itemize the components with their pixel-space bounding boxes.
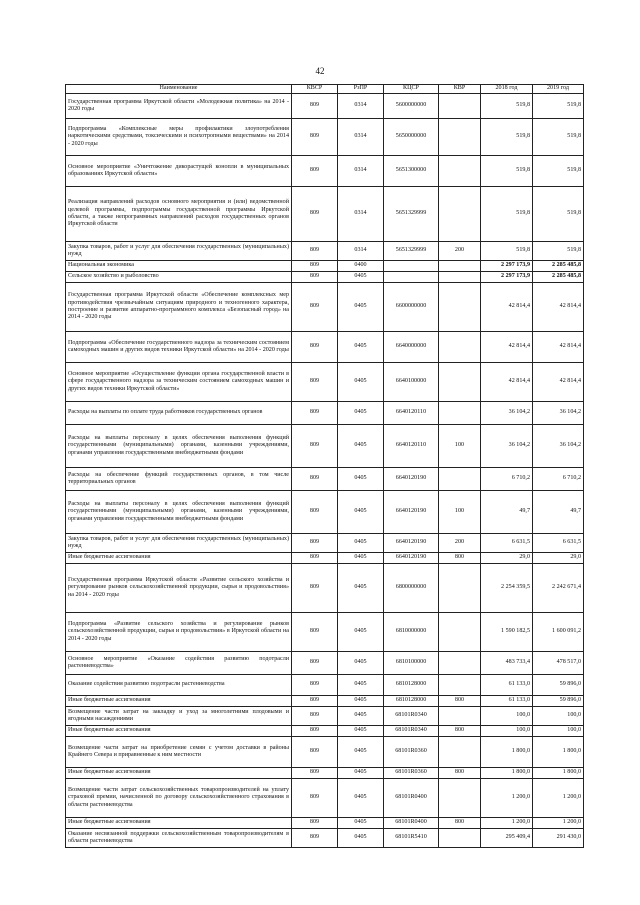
table-row <box>66 696 584 707</box>
cell-name: Подпрограмма «Комплексные меры профилактики злоупотребления наркотическими средствами, токсическими и психотропными веществами» на 2014 - 2020 годы <box>66 119 292 156</box>
cell-2019: 36 104,2 <box>533 425 584 468</box>
cell-name: Сельское хозяйство и рыболовство <box>66 272 292 283</box>
cell-rzpr: 0405 <box>338 272 384 283</box>
table-row <box>66 283 584 332</box>
cell-kvsr: 809 <box>292 261 338 272</box>
cell-2019: 1 600 091,2 <box>533 613 584 652</box>
cell-2018: 2 254 359,5 <box>481 564 533 613</box>
cell-kvsr: 809 <box>292 119 338 156</box>
cell-rzpr: 0314 <box>338 187 384 242</box>
cell-kcsr: 68101R0340 <box>384 726 439 737</box>
cell-kvr <box>439 119 481 156</box>
cell-kvr <box>439 332 481 363</box>
cell-rzpr: 0405 <box>338 468 384 491</box>
cell-name: Оказание содействия развитию подотрасли растениеводства <box>66 675 292 696</box>
cell-rzpr: 0405 <box>338 613 384 652</box>
cell-rzpr: 0405 <box>338 283 384 332</box>
table-row <box>66 242 584 261</box>
cell-kcsr: 6640120110 <box>384 425 439 468</box>
cell-kcsr: 6640000000 <box>384 332 439 363</box>
table-row <box>66 726 584 737</box>
cell-kcsr <box>384 272 439 283</box>
cell-kcsr: 6810128000 <box>384 696 439 707</box>
cell-2019: 6 710,2 <box>533 468 584 491</box>
header-kvsr: КВСР <box>292 85 338 94</box>
cell-kcsr: 68101R0360 <box>384 737 439 768</box>
cell-rzpr: 0405 <box>338 768 384 779</box>
table-body <box>66 94 584 848</box>
cell-2018: 2 297 173,9 <box>481 261 533 272</box>
cell-kvsr: 809 <box>292 707 338 726</box>
cell-2018: 100,0 <box>481 726 533 737</box>
header-kvr: КВР <box>439 85 481 94</box>
cell-name: Расходы на обеспечение функций государственных органов, в том числе территориальных органов <box>66 468 292 491</box>
cell-name: Расходы на выплаты персоналу в целях обеспечения выполнения функций государственными (муниципальными) органами, казенными учреждениями, органами управления государственными внебюджетными фондами <box>66 491 292 534</box>
cell-2018: 2 297 173,9 <box>481 272 533 283</box>
cell-kvr <box>439 187 481 242</box>
cell-name: Расходы на выплаты персоналу в целях обеспечения выполнения функций государственными (муниципальными) органами, казенными учреждениями, органами управления государственными внебюджетными фондами <box>66 425 292 468</box>
cell-rzpr: 0405 <box>338 726 384 737</box>
cell-name: Государственная программа Иркутской области «Развитие сельского хозяйства и регулирование рынков сельскохозяйственной продукции, сырья и продовольствия» на 2014 - 2020 годы <box>66 564 292 613</box>
cell-kcsr: 6810128000 <box>384 675 439 696</box>
cell-kvr <box>439 272 481 283</box>
cell-name: Иные бюджетные ассигнования <box>66 553 292 564</box>
cell-kcsr: 5651329999 <box>384 242 439 261</box>
cell-2018: 295 409,4 <box>481 829 533 848</box>
cell-rzpr: 0405 <box>338 737 384 768</box>
cell-2019: 59 896,0 <box>533 696 584 707</box>
cell-kvsr: 809 <box>292 156 338 187</box>
cell-2019: 100,0 <box>533 726 584 737</box>
table-row <box>66 534 584 553</box>
cell-name: Национальная экономика <box>66 261 292 272</box>
cell-2019: 1 800,0 <box>533 768 584 779</box>
table-header-row <box>66 85 584 94</box>
cell-rzpr: 0405 <box>338 564 384 613</box>
cell-2018: 1 800,0 <box>481 768 533 779</box>
table-row <box>66 363 584 402</box>
cell-rzpr: 0405 <box>338 402 384 425</box>
cell-kvsr: 809 <box>292 652 338 675</box>
table-row <box>66 402 584 425</box>
cell-2018: 483 733,4 <box>481 652 533 675</box>
cell-2019: 1 200,0 <box>533 818 584 829</box>
table-row <box>66 272 584 283</box>
cell-2019: 519,8 <box>533 242 584 261</box>
cell-name: Основное мероприятие «Осуществление функции органа государственной власти в сфере государственного надзора за техническим состоянием самоходных машин и других видов техники Иркутской области» <box>66 363 292 402</box>
cell-kvr: 200 <box>439 534 481 553</box>
table-row <box>66 818 584 829</box>
cell-2019: 291 430,0 <box>533 829 584 848</box>
cell-name: Иные бюджетные ассигнования <box>66 818 292 829</box>
cell-kvsr: 809 <box>292 779 338 818</box>
cell-kcsr: 68101R5410 <box>384 829 439 848</box>
cell-rzpr: 0405 <box>338 652 384 675</box>
cell-name: Оказание несвязанной поддержки сельскохозяйственным товаропроизводителям в области растениеводства <box>66 829 292 848</box>
cell-2019: 519,8 <box>533 94 584 119</box>
table-row <box>66 652 584 675</box>
cell-kvsr: 809 <box>292 564 338 613</box>
cell-kvsr: 809 <box>292 332 338 363</box>
cell-kvr: 200 <box>439 242 481 261</box>
cell-name: Подпрограмма «Обеспечение государственного надзора за техническим состоянием самоходных машин и других видов техники Иркутской области» на 2014 - 2020 годы <box>66 332 292 363</box>
header-name: Наименование <box>66 85 292 94</box>
cell-kcsr: 6640120190 <box>384 534 439 553</box>
cell-2019: 2 285 485,8 <box>533 272 584 283</box>
cell-name: Возмещение части затрат на закладку и уход за многолетними плодовыми и ягодными насаждениями <box>66 707 292 726</box>
cell-rzpr: 0314 <box>338 94 384 119</box>
cell-kcsr: 5651329999 <box>384 187 439 242</box>
cell-2018: 29,0 <box>481 553 533 564</box>
cell-kcsr: 6600000000 <box>384 283 439 332</box>
header-kcsr: КЦСР <box>384 85 439 94</box>
header-2019: 2019 год <box>533 85 584 94</box>
cell-2018: 42 814,4 <box>481 332 533 363</box>
cell-kvsr: 809 <box>292 768 338 779</box>
cell-2018: 42 814,4 <box>481 283 533 332</box>
cell-2019: 1 800,0 <box>533 737 584 768</box>
cell-rzpr: 0405 <box>338 425 384 468</box>
cell-rzpr: 0405 <box>338 779 384 818</box>
table-row <box>66 468 584 491</box>
cell-kcsr: 6640120190 <box>384 553 439 564</box>
cell-kcsr: 68101R0400 <box>384 779 439 818</box>
cell-name: Государственная программа Иркутской области «Молодежная политика» на 2014 - 2020 годы <box>66 94 292 119</box>
cell-kvr <box>439 156 481 187</box>
table-row <box>66 564 584 613</box>
cell-2018: 6 631,5 <box>481 534 533 553</box>
cell-kvsr: 809 <box>292 553 338 564</box>
cell-kvsr: 809 <box>292 94 338 119</box>
table-row <box>66 491 584 534</box>
cell-rzpr: 0405 <box>338 707 384 726</box>
cell-kcsr: 5651300000 <box>384 156 439 187</box>
cell-kvr <box>439 737 481 768</box>
cell-kcsr: 5600000000 <box>384 94 439 119</box>
table-row <box>66 707 584 726</box>
cell-name: Иные бюджетные ассигнования <box>66 696 292 707</box>
cell-kvsr: 809 <box>292 272 338 283</box>
cell-2018: 1 590 182,5 <box>481 613 533 652</box>
cell-name: Подпрограмма «Развитие сельского хозяйства и регулирование рынков сельскохозяйственной продукции, сырья и продовольствия» в Иркутской области на 2014 - 2020 годы <box>66 613 292 652</box>
cell-kvr <box>439 363 481 402</box>
cell-2018: 1 200,0 <box>481 779 533 818</box>
cell-name: Основное мероприятие «Оказание содействия развитию подотрасли растениеводства» <box>66 652 292 675</box>
cell-kvsr: 809 <box>292 818 338 829</box>
cell-2018: 519,8 <box>481 94 533 119</box>
cell-name: Закупка товаров, работ и услуг для обеспечения государственных (муниципальных) нужд <box>66 242 292 261</box>
cell-kvr <box>439 652 481 675</box>
cell-kvsr: 809 <box>292 534 338 553</box>
cell-kcsr <box>384 261 439 272</box>
cell-rzpr: 0405 <box>338 534 384 553</box>
cell-2018: 1 200,0 <box>481 818 533 829</box>
cell-2018: 36 104,2 <box>481 425 533 468</box>
cell-kvsr: 809 <box>292 242 338 261</box>
header-2018: 2018 год <box>481 85 533 94</box>
cell-2019: 1 200,0 <box>533 779 584 818</box>
cell-kcsr: 68101R0360 <box>384 768 439 779</box>
cell-2019: 42 814,4 <box>533 363 584 402</box>
cell-kvsr: 809 <box>292 363 338 402</box>
cell-kvsr: 809 <box>292 283 338 332</box>
table-row <box>66 613 584 652</box>
cell-2018: 61 133,0 <box>481 696 533 707</box>
cell-2019: 36 104,2 <box>533 402 584 425</box>
table-row <box>66 829 584 848</box>
cell-kcsr: 6640120190 <box>384 491 439 534</box>
table-row <box>66 425 584 468</box>
page-number: 42 <box>315 66 325 76</box>
cell-rzpr: 0314 <box>338 156 384 187</box>
table-row <box>66 675 584 696</box>
cell-kcsr: 6640120110 <box>384 402 439 425</box>
cell-kvsr: 809 <box>292 187 338 242</box>
cell-kcsr: 6810100000 <box>384 652 439 675</box>
cell-name: Закупка товаров, работ и услуг для обеспечения государственных (муниципальных) нужд <box>66 534 292 553</box>
cell-2019: 519,8 <box>533 119 584 156</box>
table-row <box>66 261 584 272</box>
cell-name: Возмещение части затрат на приобретение семян с учетом доставки в районы Крайнего Севера и приравненные к ним местности <box>66 737 292 768</box>
cell-2018: 519,8 <box>481 119 533 156</box>
cell-kvsr: 809 <box>292 829 338 848</box>
cell-kvr <box>439 675 481 696</box>
cell-kvr: 100 <box>439 491 481 534</box>
cell-kvsr: 809 <box>292 696 338 707</box>
cell-kvr <box>439 564 481 613</box>
cell-name: Государственная программа Иркутской области «Обеспечение комплексных мер противодействия чрезвычайным ситуациям природного и техногенного характера, построение и развитие аппаратно-программного комплекса «Безопасный город» на 2014 - 2020 годы <box>66 283 292 332</box>
cell-name: Возмещение части затрат сельскохозяйственных товаропроизводителей на уплату страховой премии, начисленной по договору сельскохозяйственного страхования в области растениеводства <box>66 779 292 818</box>
cell-2019: 6 631,5 <box>533 534 584 553</box>
cell-2019: 2 285 485,8 <box>533 261 584 272</box>
table-row <box>66 779 584 818</box>
table-row <box>66 737 584 768</box>
cell-2018: 36 104,2 <box>481 402 533 425</box>
cell-2018: 6 710,2 <box>481 468 533 491</box>
cell-2018: 1 800,0 <box>481 737 533 768</box>
cell-rzpr: 0405 <box>338 491 384 534</box>
cell-rzpr: 0405 <box>338 696 384 707</box>
table-row <box>66 187 584 242</box>
cell-2019: 2 242 671,4 <box>533 564 584 613</box>
cell-kvsr: 809 <box>292 613 338 652</box>
cell-rzpr: 0405 <box>338 675 384 696</box>
cell-rzpr: 0405 <box>338 363 384 402</box>
budget-table <box>65 84 584 848</box>
table-row <box>66 119 584 156</box>
cell-rzpr: 0314 <box>338 242 384 261</box>
cell-name: Иные бюджетные ассигнования <box>66 768 292 779</box>
cell-kvsr: 809 <box>292 726 338 737</box>
cell-kvr: 800 <box>439 553 481 564</box>
cell-kvr: 100 <box>439 425 481 468</box>
cell-name: Реализация направлений расходов основного мероприятия и (или) ведомственной целевой программы, подпрограммы государственной программы Иркутской области, а также непрограммных направлений расходов государственных органов Иркутской области <box>66 187 292 242</box>
cell-kcsr: 6640120190 <box>384 468 439 491</box>
cell-kcsr: 6810000000 <box>384 613 439 652</box>
cell-name: Иные бюджетные ассигнования <box>66 726 292 737</box>
cell-kvr <box>439 94 481 119</box>
cell-kcsr: 68101R0400 <box>384 818 439 829</box>
cell-2019: 59 896,0 <box>533 675 584 696</box>
cell-2019: 42 814,4 <box>533 283 584 332</box>
cell-kcsr: 6640100000 <box>384 363 439 402</box>
cell-name: Основное мероприятие «Уничтожение дикорастущей конопли в муниципальных образованиях Иркутской области» <box>66 156 292 187</box>
cell-2018: 49,7 <box>481 491 533 534</box>
cell-2019: 100,0 <box>533 707 584 726</box>
table-row <box>66 94 584 119</box>
cell-kvsr: 809 <box>292 737 338 768</box>
cell-kcsr: 5650000000 <box>384 119 439 156</box>
cell-kcsr: 68101R0340 <box>384 707 439 726</box>
header-rzpr: РзПР <box>338 85 384 94</box>
cell-rzpr: 0405 <box>338 553 384 564</box>
table-row <box>66 156 584 187</box>
table-row <box>66 768 584 779</box>
cell-kvr <box>439 283 481 332</box>
cell-2019: 49,7 <box>533 491 584 534</box>
cell-2019: 519,8 <box>533 156 584 187</box>
cell-rzpr: 0405 <box>338 332 384 363</box>
cell-kvsr: 809 <box>292 491 338 534</box>
cell-kvr: 800 <box>439 818 481 829</box>
cell-kvr <box>439 779 481 818</box>
cell-rzpr: 0314 <box>338 119 384 156</box>
cell-kvr <box>439 829 481 848</box>
cell-kvsr: 809 <box>292 402 338 425</box>
table-row <box>66 553 584 564</box>
cell-kvr: 800 <box>439 696 481 707</box>
cell-2018: 519,8 <box>481 187 533 242</box>
cell-kvsr: 809 <box>292 675 338 696</box>
cell-kvr: 800 <box>439 768 481 779</box>
cell-kvsr: 809 <box>292 468 338 491</box>
cell-2018: 100,0 <box>481 707 533 726</box>
cell-kvr <box>439 613 481 652</box>
cell-rzpr: 0400 <box>338 261 384 272</box>
cell-kvr <box>439 261 481 272</box>
cell-kvr: 800 <box>439 726 481 737</box>
cell-rzpr: 0405 <box>338 829 384 848</box>
cell-kvr <box>439 468 481 491</box>
cell-2018: 61 133,0 <box>481 675 533 696</box>
cell-2019: 42 814,4 <box>533 332 584 363</box>
cell-name: Расходы на выплаты по оплате труда работников государственных органов <box>66 402 292 425</box>
cell-2019: 478 517,0 <box>533 652 584 675</box>
cell-kvsr: 809 <box>292 425 338 468</box>
cell-2018: 519,8 <box>481 242 533 261</box>
cell-kcsr: 6800000000 <box>384 564 439 613</box>
cell-2018: 519,8 <box>481 156 533 187</box>
cell-2019: 519,8 <box>533 187 584 242</box>
cell-2018: 42 814,4 <box>481 363 533 402</box>
table-row <box>66 332 584 363</box>
cell-kvr <box>439 707 481 726</box>
cell-rzpr: 0405 <box>338 818 384 829</box>
cell-2019: 29,0 <box>533 553 584 564</box>
cell-kvr <box>439 402 481 425</box>
